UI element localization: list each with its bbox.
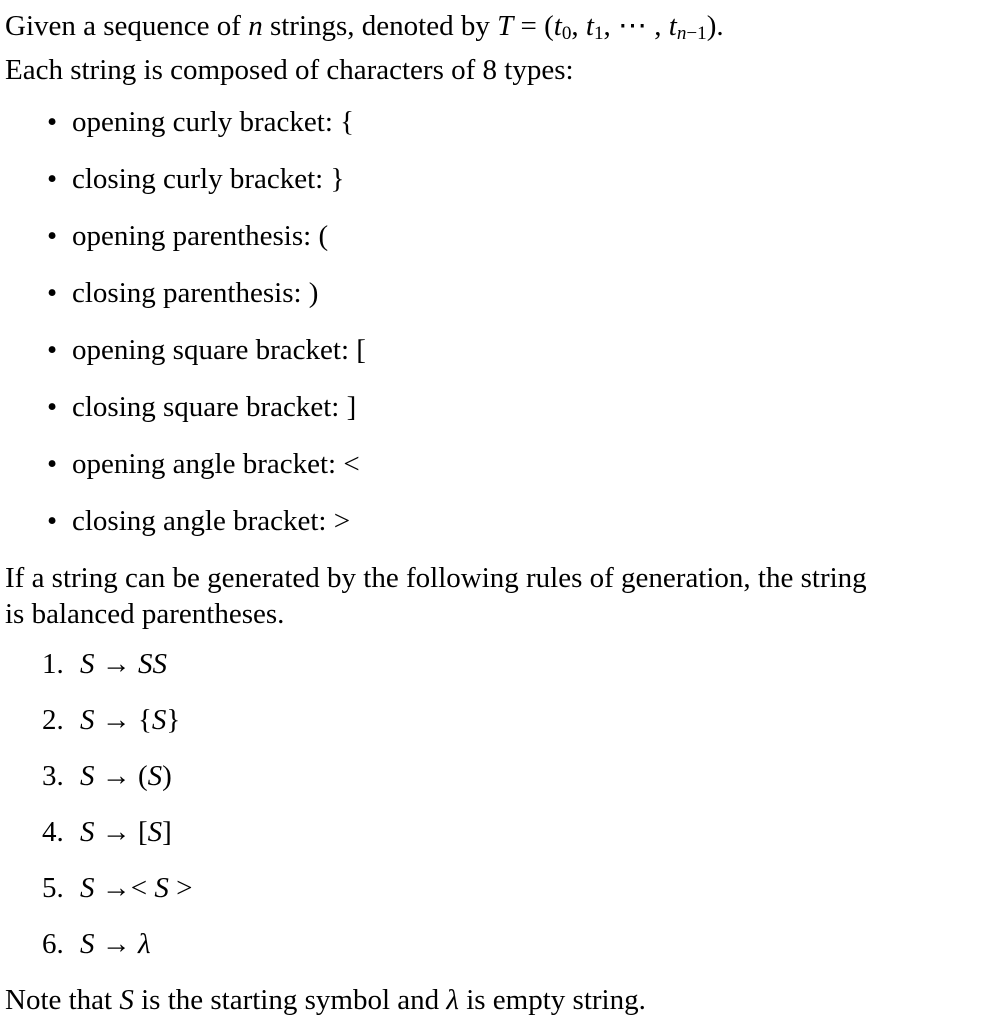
bullet-icon: • xyxy=(47,106,58,139)
rule-item xyxy=(42,814,979,850)
rule-number: 6. xyxy=(42,928,64,961)
bullet-icon: • xyxy=(47,448,58,481)
list-item-label: opening curly bracket: { xyxy=(72,106,355,139)
bullet-icon: • xyxy=(47,391,58,424)
rule-item xyxy=(42,758,979,794)
rules-intro-line-2: is balanced parentheses. xyxy=(5,598,285,631)
bullet-icon: • xyxy=(47,277,58,310)
list-item xyxy=(47,446,979,482)
rule-item xyxy=(42,702,979,738)
rule-number: 5. xyxy=(42,872,64,905)
bullet-icon: • xyxy=(47,163,58,196)
list-item xyxy=(47,161,979,197)
rule-formula: S → {S} xyxy=(80,704,181,737)
rule-number: 1. xyxy=(42,648,64,681)
character-types-list xyxy=(5,104,979,539)
rule-formula: S → SS xyxy=(80,648,167,681)
list-item xyxy=(47,332,979,368)
intro-line-2: Each string is composed of characters of 8 types: xyxy=(5,54,574,87)
list-item-label: opening parenthesis: ( xyxy=(72,220,329,253)
list-item-label: closing parenthesis: ) xyxy=(72,277,319,310)
list-item-label: opening angle bracket: < xyxy=(72,448,360,481)
list-item xyxy=(47,275,979,311)
rule-number: 2. xyxy=(42,704,64,737)
intro-line-1: Given a sequence of n strings, denoted by T = (t0, t1, ⋯ , tn−1). xyxy=(5,10,724,45)
note-line: Note that S is the starting symbol and λ is empty string. xyxy=(5,984,646,1017)
bullet-icon: • xyxy=(47,505,58,538)
list-item-label: closing square bracket: ] xyxy=(72,391,357,424)
rule-item xyxy=(42,870,979,906)
list-item-label: opening square bracket: [ xyxy=(72,334,366,367)
list-item xyxy=(47,503,979,539)
list-item xyxy=(47,104,979,140)
rule-number: 3. xyxy=(42,760,64,793)
bullet-icon: • xyxy=(47,334,58,367)
bullet-icon: • xyxy=(47,220,58,253)
rule-formula: S → [S] xyxy=(80,816,172,849)
rule-formula: S → λ xyxy=(80,928,151,961)
rules-intro-line-1: If a string can be generated by the following rules of generation, the string xyxy=(5,562,867,595)
rule-formula: S →< S > xyxy=(80,872,193,905)
rule-item xyxy=(42,646,979,682)
list-item xyxy=(47,218,979,254)
list-item xyxy=(47,389,979,425)
rule-item xyxy=(42,926,979,962)
list-item-label: closing curly bracket: } xyxy=(72,163,345,196)
rule-number: 4. xyxy=(42,816,64,849)
generation-rules-list xyxy=(5,646,979,962)
list-item-label: closing angle bracket: > xyxy=(72,505,351,538)
rule-formula: S → (S) xyxy=(80,760,172,793)
